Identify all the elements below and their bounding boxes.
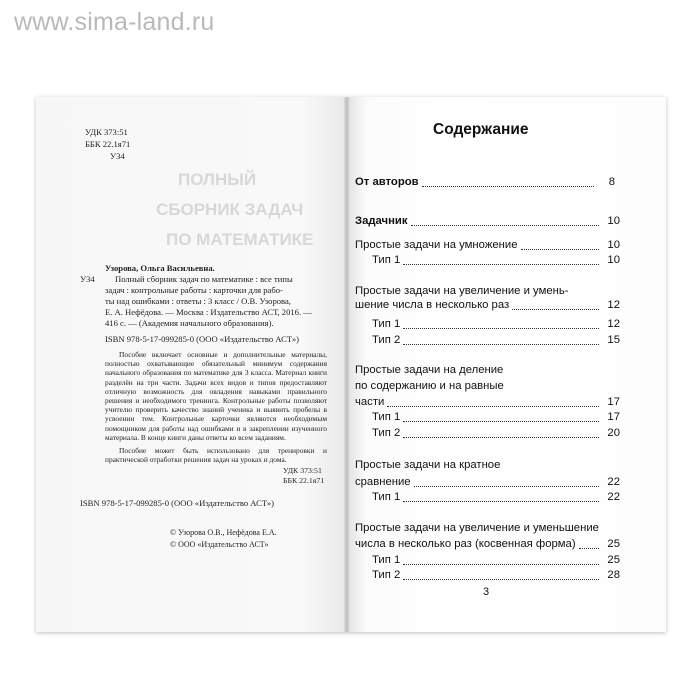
toc-page: 25 <box>607 538 620 550</box>
toc-page: 17 <box>607 411 620 423</box>
toc-page: 25 <box>607 554 620 566</box>
toc-page: 22 <box>607 476 620 488</box>
bib-line-3: ты над ошибками : ответы : 3 класс / О.В. Узорова, <box>105 296 291 306</box>
bib-line-4: Е. А. Нефёдова. — Москва : Издательство АСТ, 2016. — <box>105 307 312 317</box>
bib-line-1: Полный сборник задач по математике : все типы <box>115 274 293 284</box>
toc-title: Содержание <box>433 121 529 138</box>
toc-entry-division-line-2: по содержанию и на равные <box>355 380 504 392</box>
toc-leader <box>512 309 599 310</box>
annotation-secondary: Пособие может быть использовано для тренировки и практической отработки решения задач на уроках и дома. <box>105 446 327 465</box>
toc-entry-division-type-2 <box>372 427 620 440</box>
isbn-bottom: ISBN 978-5-17-099285-0 (ООО «Издательство АСТ») <box>80 498 275 508</box>
toc-page: 12 <box>607 318 620 330</box>
toc-label: Задачник <box>355 215 408 227</box>
toc-label: части <box>355 396 385 408</box>
toc-entry-division <box>355 396 620 409</box>
udk-bottom: УДК 373:51 <box>283 466 322 475</box>
toc-leader <box>387 406 599 407</box>
toc-entry-increase <box>355 299 620 312</box>
toc-entry-indirect-type-1 <box>372 554 620 567</box>
bbk-code: ББК 22.1я71 <box>85 139 131 149</box>
author-heading: Узорова, Ольга Васильевна. <box>105 263 215 273</box>
toc-leader <box>414 486 599 487</box>
toc-label: Тип 2 <box>372 427 401 439</box>
toc-page: 8 <box>608 176 615 188</box>
toc-entry-division-line-1: Простые задачи на деление <box>355 364 504 376</box>
toc-label: шение числа в несколько раз <box>355 299 510 311</box>
copyright-publisher: © ООО «Издательство АСТ» <box>170 540 269 549</box>
toc-page: 10 <box>607 239 620 251</box>
toc-leader <box>422 186 594 187</box>
toc-label: числа в несколько раз (косвенная форма) <box>355 538 576 550</box>
toc-leader <box>403 437 599 438</box>
toc-leader <box>403 328 599 329</box>
toc-entry-increase-type-1 <box>372 318 620 331</box>
site-watermark: www.sima-land.ru <box>14 8 215 36</box>
toc-leader <box>579 548 599 549</box>
book-spine <box>344 97 350 632</box>
toc-page: 10 <box>607 215 620 227</box>
toc-leader <box>403 501 599 502</box>
toc-entry-increase-type-2 <box>372 334 620 347</box>
toc-entry-multiple-line-1: Простые задачи на кратное <box>355 459 501 471</box>
toc-label: Простые задачи на умножение <box>355 239 518 251</box>
ghost-title-line-1: ПОЛНЫЙ <box>178 170 257 189</box>
toc-page: 12 <box>607 299 620 311</box>
toc-page: 20 <box>607 427 620 439</box>
toc-entry-increase-line-1: Простые задачи на увеличение и умень- <box>355 285 569 297</box>
bbk-bottom: ББК 22.1я71 <box>283 476 325 485</box>
toc-entry-indirect-line-1: Простые задачи на увеличение и уменьшение <box>355 522 599 534</box>
author-mark: У34 <box>110 151 125 161</box>
toc-label: Тип 2 <box>372 334 401 346</box>
toc-leader <box>403 344 599 345</box>
toc-entry-division-type-1 <box>372 411 620 424</box>
annotation-main: Пособие включает основные и дополнительные материалы, полностью охватывающие обязательный минимум содержания начального образования по математике для 3 класса. Материал книги разделён на три части. Задачи всех видов и типов предоставляют отличную возможность для овладения навыками правильного решения и необходимого тренинга. Контрольные работы позволяют учителю проверить качество знаний ученика и выявить пробелы в усвоении тем. Контрольные карточки являются необходимым помощником для работы над ошибками и в закреплении изученного материала. В конце книги даны ответы ко всем заданиям. <box>105 350 327 442</box>
toc-label: сравнение <box>355 476 411 488</box>
toc-page: 28 <box>607 569 620 581</box>
toc-entry-multiple <box>355 476 620 489</box>
toc-leader <box>403 564 599 565</box>
toc-entry-zadachnik <box>355 215 620 228</box>
page-number: 3 <box>483 586 490 598</box>
toc-label: Тип 1 <box>372 554 401 566</box>
toc-page: 10 <box>607 254 620 266</box>
author-mark-side: У34 <box>80 274 95 284</box>
toc-page: 17 <box>607 396 620 408</box>
toc-label: Тип 1 <box>372 254 401 266</box>
toc-label: Тип 1 <box>372 491 401 503</box>
toc-label: Тип 2 <box>372 569 401 581</box>
toc-entry-multiplication-type-1 <box>372 254 620 267</box>
copyright-authors: © Узорова О.В., Нефёдова Е.А. <box>170 528 277 537</box>
toc-leader <box>403 264 599 265</box>
toc-entry-indirect <box>355 538 620 551</box>
toc-entry-multiple-type-1 <box>372 491 620 504</box>
isbn-top: ISBN 978-5-17-099285-0 (ООО «Издательство АСТ») <box>105 334 300 344</box>
toc-entry-from-authors <box>355 176 615 189</box>
ghost-title-line-2: СБОРНИК ЗАДАЧ <box>156 200 304 219</box>
udk-code: УДК 373:51 <box>85 127 128 137</box>
toc-leader <box>521 249 600 250</box>
toc-page: 15 <box>607 334 620 346</box>
toc-entry-indirect-type-2 <box>372 569 620 582</box>
toc-entry-multiplication <box>355 239 620 252</box>
toc-label: Тип 1 <box>372 411 401 423</box>
bib-line-5: 416 с. — (Академия начального образования). <box>105 318 274 328</box>
toc-leader <box>411 225 599 226</box>
toc-page: 22 <box>607 491 620 503</box>
toc-label: Тип 1 <box>372 318 401 330</box>
toc-leader <box>403 579 599 580</box>
bib-line-2: задач : контрольные работы : карточки для рабо- <box>105 285 283 295</box>
toc-label: От авторов <box>355 176 419 188</box>
ghost-title-line-3: ПО МАТЕМАТИКЕ <box>166 230 314 249</box>
toc-leader <box>403 421 599 422</box>
